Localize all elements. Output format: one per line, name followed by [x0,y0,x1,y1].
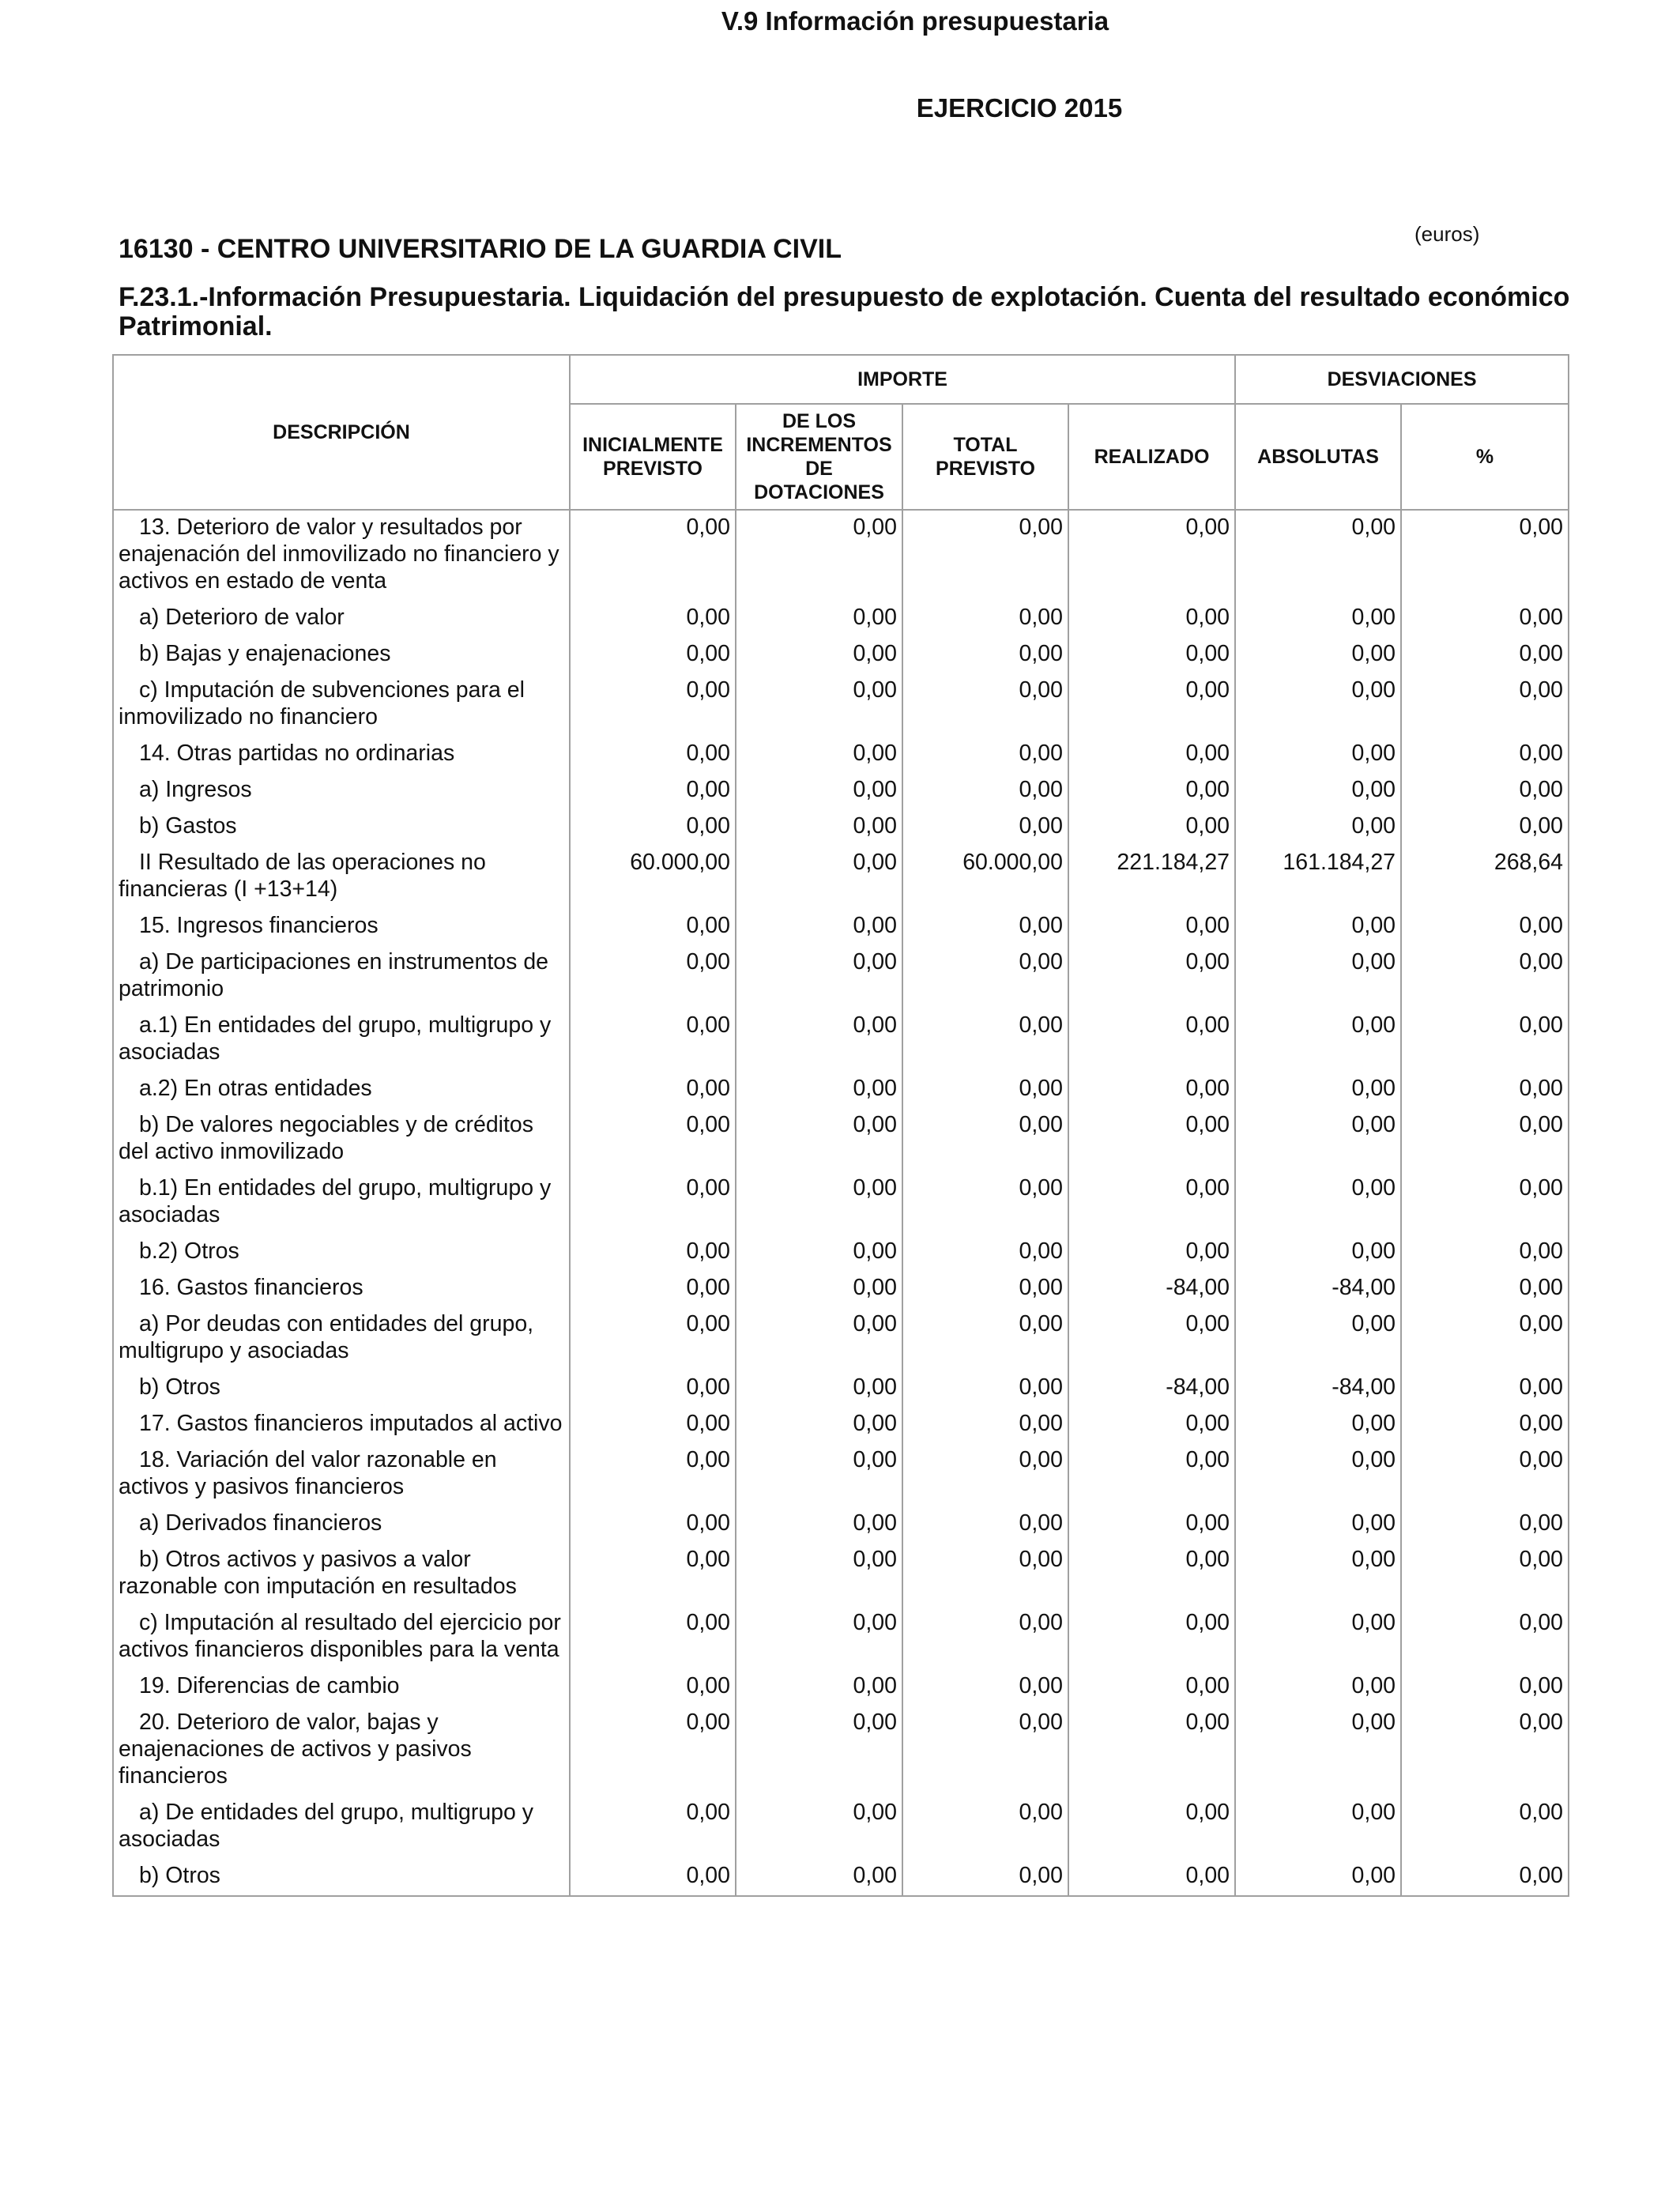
cell-inicialmente-previsto: 0,00 [570,510,736,601]
cell-incrementos-dotaciones: 0,00 [736,637,902,673]
row-description [113,1606,570,1669]
cell-total-previsto: 0,00 [902,637,1068,673]
row-description [113,1271,570,1307]
cell-porcentaje: 0,00 [1401,773,1569,809]
cell-incrementos-dotaciones: 0,00 [736,945,902,1008]
cell-inicialmente-previsto: 0,00 [570,1407,736,1443]
row-description-text: 14. Otras partidas no ordinarias [139,741,455,766]
header-desviaciones: DESVIACIONES [1235,355,1569,404]
cell-realizado: 0,00 [1068,1108,1235,1171]
cell-porcentaje: 0,00 [1401,1443,1569,1506]
cell-incrementos-dotaciones: 0,00 [736,1796,902,1859]
cell-incrementos-dotaciones: 0,00 [736,1443,902,1506]
row-description-text: 18. Variación del valor razonable en activos y pasivos financieros [119,1447,497,1499]
cell-inicialmente-previsto: 0,00 [570,1235,736,1271]
table-row [113,773,1569,809]
cell-porcentaje: 0,00 [1401,1506,1569,1543]
table-row [113,1669,1569,1706]
cell-absolutas: 0,00 [1235,1235,1401,1271]
cell-total-previsto: 0,00 [902,673,1068,737]
row-description-text: b) De valores negociables y de créditos del activo inmovilizado [119,1112,534,1164]
row-description [113,1171,570,1235]
table-row [113,673,1569,737]
row-description [113,1506,570,1543]
table-row [113,1796,1569,1859]
row-description [113,909,570,945]
cell-realizado: 0,00 [1068,1506,1235,1543]
cell-inicialmente-previsto: 0,00 [570,737,736,773]
cell-inicialmente-previsto: 0,00 [570,945,736,1008]
cell-incrementos-dotaciones: 0,00 [736,1271,902,1307]
cell-inicialmente-previsto: 0,00 [570,1606,736,1669]
table-row [113,1543,1569,1606]
table-row [113,1706,1569,1796]
row-description [113,1706,570,1796]
cell-realizado: 0,00 [1068,1443,1235,1506]
cell-porcentaje: 0,00 [1401,1859,1569,1896]
row-description [113,809,570,846]
cell-realizado: 0,00 [1068,1072,1235,1108]
cell-total-previsto: 0,00 [902,601,1068,637]
row-description [113,1443,570,1506]
cell-inicialmente-previsto: 0,00 [570,1271,736,1307]
cell-total-previsto: 0,00 [902,1171,1068,1235]
cell-absolutas: 0,00 [1235,1443,1401,1506]
cell-total-previsto: 0,00 [902,773,1068,809]
cell-porcentaje: 0,00 [1401,1171,1569,1235]
table-row [113,510,1569,601]
table-row [113,1072,1569,1108]
cell-porcentaje: 0,00 [1401,1072,1569,1108]
cell-realizado: 0,00 [1068,1307,1235,1370]
row-description-text: a.2) En otras entidades [139,1076,372,1101]
row-description-text: a) Ingresos [139,777,252,802]
table-row [113,737,1569,773]
cell-inicialmente-previsto: 0,00 [570,601,736,637]
cell-porcentaje: 0,00 [1401,1370,1569,1407]
cell-incrementos-dotaciones: 0,00 [736,1606,902,1669]
cell-realizado: 0,00 [1068,1171,1235,1235]
table-row [113,909,1569,945]
cell-total-previsto: 0,00 [902,1072,1068,1108]
cell-porcentaje: 0,00 [1401,809,1569,846]
row-description [113,1108,570,1171]
cell-porcentaje: 0,00 [1401,1271,1569,1307]
table-row [113,1171,1569,1235]
cell-incrementos-dotaciones: 0,00 [736,601,902,637]
header-total-previsto: TOTAL PREVISTO [902,404,1068,510]
cell-porcentaje: 0,00 [1401,1606,1569,1669]
header-absolutas: ABSOLUTAS [1235,404,1401,510]
report-title: F.23.1.-Información Presupuestaria. Liquidación del presupuesto de explotación. Cuenta del resultado económico Patrimonial. [119,282,1570,341]
cell-incrementos-dotaciones: 0,00 [736,1108,902,1171]
header-realizado: REALIZADO [1068,404,1235,510]
row-description-text: 16. Gastos financieros [139,1275,363,1300]
cell-absolutas: 0,00 [1235,637,1401,673]
cell-inicialmente-previsto: 0,00 [570,1171,736,1235]
row-description [113,1370,570,1407]
cell-porcentaje: 0,00 [1401,1669,1569,1706]
cell-absolutas: -84,00 [1235,1271,1401,1307]
cell-absolutas: 0,00 [1235,1543,1401,1606]
cell-realizado: 0,00 [1068,601,1235,637]
cell-total-previsto: 0,00 [902,1669,1068,1706]
table-row [113,1859,1569,1896]
cell-incrementos-dotaciones: 0,00 [736,1171,902,1235]
cell-porcentaje: 268,64 [1401,846,1569,909]
cell-total-previsto: 0,00 [902,1443,1068,1506]
table-row [113,637,1569,673]
cell-realizado: 0,00 [1068,1606,1235,1669]
row-description [113,1796,570,1859]
exercise-year: EJERCICIO 2015 [916,93,1123,123]
table-row [113,1108,1569,1171]
cell-incrementos-dotaciones: 0,00 [736,773,902,809]
cell-realizado: 0,00 [1068,1796,1235,1859]
cell-total-previsto: 0,00 [902,1796,1068,1859]
cell-realizado: 0,00 [1068,673,1235,737]
cell-incrementos-dotaciones: 0,00 [736,1669,902,1706]
cell-porcentaje: 0,00 [1401,1235,1569,1271]
cell-total-previsto: 0,00 [902,1706,1068,1796]
row-description-text: 15. Ingresos financieros [139,913,379,938]
cell-incrementos-dotaciones: 0,00 [736,737,902,773]
cell-incrementos-dotaciones: 0,00 [736,1543,902,1606]
cell-incrementos-dotaciones: 0,00 [736,1008,902,1072]
table-row [113,1407,1569,1443]
currency-unit: (euros) [1414,222,1480,246]
table-row [113,1271,1569,1307]
cell-inicialmente-previsto: 0,00 [570,1506,736,1543]
cell-absolutas: 0,00 [1235,1506,1401,1543]
cell-incrementos-dotaciones: 0,00 [736,1072,902,1108]
cell-porcentaje: 0,00 [1401,673,1569,737]
cell-inicialmente-previsto: 0,00 [570,1543,736,1606]
cell-absolutas: 0,00 [1235,809,1401,846]
cell-realizado: 0,00 [1068,1706,1235,1796]
cell-porcentaje: 0,00 [1401,637,1569,673]
row-description-text: b.2) Otros [139,1238,239,1264]
header-descripcion: DESCRIPCIÓN [113,355,570,510]
cell-incrementos-dotaciones: 0,00 [736,673,902,737]
cell-absolutas: 0,00 [1235,1669,1401,1706]
cell-inicialmente-previsto: 0,00 [570,809,736,846]
cell-realizado: 0,00 [1068,1407,1235,1443]
cell-total-previsto: 0,00 [902,1307,1068,1370]
row-description [113,1008,570,1072]
cell-total-previsto: 0,00 [902,1235,1068,1271]
header-importe: IMPORTE [570,355,1235,404]
cell-inicialmente-previsto: 60.000,00 [570,846,736,909]
cell-incrementos-dotaciones: 0,00 [736,809,902,846]
cell-total-previsto: 0,00 [902,1606,1068,1669]
cell-absolutas: 0,00 [1235,1606,1401,1669]
cell-incrementos-dotaciones: 0,00 [736,1235,902,1271]
row-description-text: 20. Deterioro de valor, bajas y enajenaciones de activos y pasivos financieros [119,1710,472,1789]
cell-total-previsto: 0,00 [902,1370,1068,1407]
cell-inicialmente-previsto: 0,00 [570,1370,736,1407]
row-description-text: II Resultado de las operaciones no financieras (I +13+14) [119,850,486,902]
cell-realizado: 0,00 [1068,637,1235,673]
table-row [113,1506,1569,1543]
cell-total-previsto: 0,00 [902,1407,1068,1443]
row-description [113,773,570,809]
row-description [113,510,570,601]
row-description-text: b) Gastos [139,813,237,839]
cell-inicialmente-previsto: 0,00 [570,637,736,673]
cell-inicialmente-previsto: 0,00 [570,1443,736,1506]
header-porcentaje: % [1401,404,1569,510]
row-description-text: a.1) En entidades del grupo, multigrupo y asociadas [119,1012,552,1065]
cell-incrementos-dotaciones: 0,00 [736,846,902,909]
cell-incrementos-dotaciones: 0,00 [736,510,902,601]
row-description-text: a) Derivados financieros [139,1510,382,1536]
table-row [113,1443,1569,1506]
cell-total-previsto: 0,00 [902,1506,1068,1543]
row-description [113,637,570,673]
cell-incrementos-dotaciones: 0,00 [736,1706,902,1796]
cell-total-previsto: 0,00 [902,1108,1068,1171]
cell-absolutas: 0,00 [1235,510,1401,601]
entity-name: 16130 - CENTRO UNIVERSITARIO DE LA GUARDIA CIVIL [119,234,842,264]
cell-absolutas: 0,00 [1235,773,1401,809]
cell-porcentaje: 0,00 [1401,945,1569,1008]
cell-porcentaje: 0,00 [1401,1307,1569,1370]
cell-porcentaje: 0,00 [1401,737,1569,773]
table-row [113,1307,1569,1370]
cell-total-previsto: 0,00 [902,510,1068,601]
cell-absolutas: 0,00 [1235,1859,1401,1896]
cell-inicialmente-previsto: 0,00 [570,773,736,809]
cell-absolutas: 0,00 [1235,737,1401,773]
row-description [113,945,570,1008]
table-row [113,846,1569,909]
row-description [113,1235,570,1271]
row-description-text: c) Imputación al resultado del ejercicio por activos financieros disponibles para la venta [119,1610,561,1662]
cell-total-previsto: 0,00 [902,1543,1068,1606]
header-inicialmente-previsto: INICIALMENTE PREVISTO [570,404,736,510]
cell-realizado: -84,00 [1068,1271,1235,1307]
row-description-text: a) De entidades del grupo, multigrupo y asociadas [119,1800,534,1852]
row-description [113,601,570,637]
cell-porcentaje: 0,00 [1401,1706,1569,1796]
cell-porcentaje: 0,00 [1401,1407,1569,1443]
table-row [113,1606,1569,1669]
table-row [113,1008,1569,1072]
row-description [113,1543,570,1606]
cell-inicialmente-previsto: 0,00 [570,1108,736,1171]
cell-incrementos-dotaciones: 0,00 [736,1307,902,1370]
table-row [113,945,1569,1008]
cell-porcentaje: 0,00 [1401,1008,1569,1072]
cell-total-previsto: 0,00 [902,1008,1068,1072]
cell-absolutas: 0,00 [1235,1307,1401,1370]
row-description-text: 13. Deterioro de valor y resultados por enajenación del inmovilizado no financiero y activos en estado de venta [119,515,559,594]
row-description-text: a) De participaciones en instrumentos de patrimonio [119,949,549,1001]
row-description-text: a) Por deudas con entidades del grupo, multigrupo y asociadas [119,1311,534,1363]
row-description [113,1407,570,1443]
cell-inicialmente-previsto: 0,00 [570,1796,736,1859]
cell-realizado: 0,00 [1068,909,1235,945]
cell-absolutas: 0,00 [1235,1796,1401,1859]
cell-absolutas: 0,00 [1235,945,1401,1008]
table-row [113,1235,1569,1271]
cell-incrementos-dotaciones: 0,00 [736,909,902,945]
cell-total-previsto: 0,00 [902,1271,1068,1307]
row-description [113,1307,570,1370]
budget-table [112,354,1569,1897]
cell-realizado: 0,00 [1068,510,1235,601]
cell-absolutas: 0,00 [1235,1171,1401,1235]
row-description-text: c) Imputación de subvenciones para el inmovilizado no financiero [119,677,525,729]
cell-absolutas: -84,00 [1235,1370,1401,1407]
row-description [113,737,570,773]
cell-total-previsto: 0,00 [902,909,1068,945]
cell-absolutas: 161.184,27 [1235,846,1401,909]
cell-inicialmente-previsto: 0,00 [570,909,736,945]
row-description-text: b) Otros activos y pasivos a valor razonable con imputación en resultados [119,1547,517,1599]
row-description [113,1859,570,1896]
cell-incrementos-dotaciones: 0,00 [736,1370,902,1407]
cell-realizado: 0,00 [1068,1669,1235,1706]
table-row [113,809,1569,846]
cell-porcentaje: 0,00 [1401,1796,1569,1859]
cell-absolutas: 0,00 [1235,673,1401,737]
cell-realizado: 0,00 [1068,945,1235,1008]
cell-porcentaje: 0,00 [1401,601,1569,637]
cell-incrementos-dotaciones: 0,00 [736,1859,902,1896]
cell-inicialmente-previsto: 0,00 [570,673,736,737]
row-description-text: 17. Gastos financieros imputados al activo [139,1411,563,1436]
cell-inicialmente-previsto: 0,00 [570,1706,736,1796]
cell-inicialmente-previsto: 0,00 [570,1859,736,1896]
header-incrementos-dotaciones: DE LOS INCREMENTOS DE DOTACIONES [736,404,902,510]
cell-inicialmente-previsto: 0,00 [570,1307,736,1370]
cell-realizado: 0,00 [1068,737,1235,773]
table-row [113,601,1569,637]
cell-absolutas: 0,00 [1235,1008,1401,1072]
cell-total-previsto: 0,00 [902,945,1068,1008]
row-description [113,673,570,737]
cell-porcentaje: 0,00 [1401,1108,1569,1171]
cell-porcentaje: 0,00 [1401,1543,1569,1606]
cell-total-previsto: 0,00 [902,1859,1068,1896]
cell-realizado: 0,00 [1068,809,1235,846]
cell-total-previsto: 0,00 [902,809,1068,846]
row-description-text: b) Bajas y enajenaciones [139,641,391,666]
cell-realizado: 0,00 [1068,773,1235,809]
row-description-text: 19. Diferencias de cambio [139,1673,400,1698]
section-title: V.9 Información presupuestaria [721,6,1109,36]
row-description [113,1669,570,1706]
cell-realizado: -84,00 [1068,1370,1235,1407]
cell-absolutas: 0,00 [1235,1072,1401,1108]
cell-porcentaje: 0,00 [1401,909,1569,945]
row-description [113,846,570,909]
cell-inicialmente-previsto: 0,00 [570,1072,736,1108]
cell-porcentaje: 0,00 [1401,510,1569,601]
cell-absolutas: 0,00 [1235,601,1401,637]
cell-absolutas: 0,00 [1235,1706,1401,1796]
row-description [113,1072,570,1108]
row-description-text: b.1) En entidades del grupo, multigrupo y asociadas [119,1175,552,1227]
table-row [113,1370,1569,1407]
row-description-text: b) Otros [139,1374,220,1400]
cell-total-previsto: 0,00 [902,737,1068,773]
cell-inicialmente-previsto: 0,00 [570,1008,736,1072]
row-description-text: a) Deterioro de valor [139,605,345,630]
cell-realizado: 0,00 [1068,1235,1235,1271]
cell-realizado: 0,00 [1068,1008,1235,1072]
cell-absolutas: 0,00 [1235,1108,1401,1171]
cell-total-previsto: 60.000,00 [902,846,1068,909]
cell-realizado: 0,00 [1068,1859,1235,1896]
row-description-text: b) Otros [139,1863,220,1888]
cell-absolutas: 0,00 [1235,1407,1401,1443]
cell-inicialmente-previsto: 0,00 [570,1669,736,1706]
cell-absolutas: 0,00 [1235,909,1401,945]
cell-incrementos-dotaciones: 0,00 [736,1407,902,1443]
cell-realizado: 0,00 [1068,1543,1235,1606]
cell-incrementos-dotaciones: 0,00 [736,1506,902,1543]
cell-realizado: 221.184,27 [1068,846,1235,909]
